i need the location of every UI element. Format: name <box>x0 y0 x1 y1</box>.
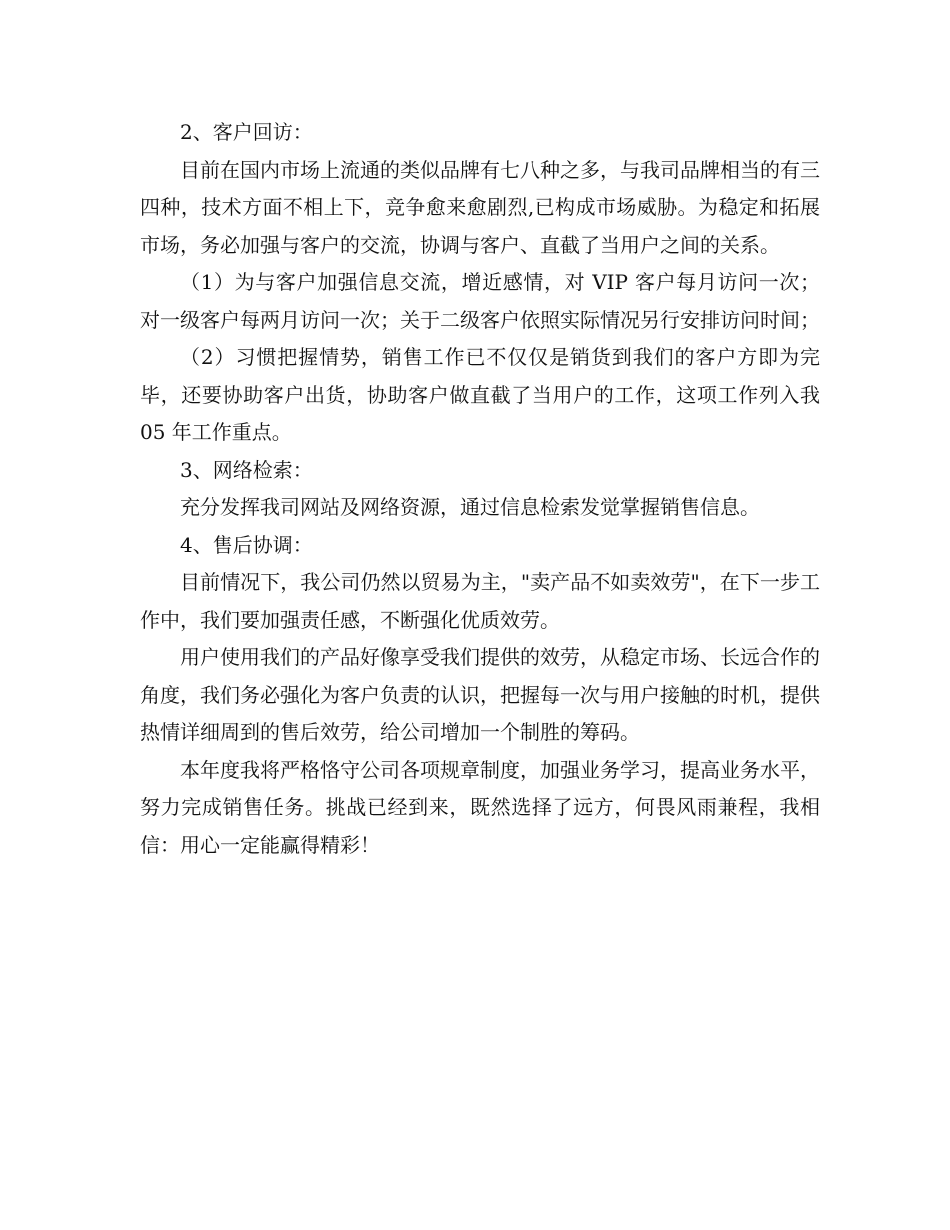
paragraph-sales-work: （2）习惯把握情势，销售工作已不仅仅是销货到我们的客户方即为完毕，还要协助客户出货，协助客户做直截了当用户的工作，这项工作列入我 05 年工作重点。 <box>140 345 820 444</box>
paragraph-current-situation: 目前情况下，我公司仍然以贸易为主，"卖产品不如卖效劳"，在下一步工作中，我们要加强责任感，不断强化优质效劳。 <box>140 570 820 632</box>
document-body <box>140 114 820 864</box>
section-heading-after-sales: 4、售后协调： <box>180 532 313 557</box>
paragraph-customer-service: 用户使用我们的产品好像享受我们提供的效劳，从稳定市场、长远合作的角度，我们务必强化为客户负责的认识，把握每一次与用户接触的时机，提供热情详细周到的售后效劳，给公司增加一个制胜的筹码。 <box>140 645 820 744</box>
paragraph-visit-schedule: （1）为与客户加强信息交流，增近感情，对 VIP 客户每月访问一次；对一级客户每两月访问一次；关于二级客户依照实际情况另行安排访问时间； <box>140 270 820 332</box>
paragraph-market-situation: 目前在国内市场上流通的类似品牌有七八种之多，与我司品牌相当的有三四种，技术方面不相上下，竞争愈来愈剧烈,已构成市场威胁。为稳定和拓展市场，务必加强与客户的交流，协调与客户、直截了当用户之间的关系。 <box>140 157 820 257</box>
paragraph-annual-commitment: 本年度我将严格恪守公司各项规章制度，加强业务学习，提高业务水平，努力完成销售任务。挑战已经到来，既然选择了远方，何畏风雨兼程，我相信：用心一定能赢得精彩！ <box>140 757 820 857</box>
section-heading-customer-visits: 2、客户回访： <box>180 120 313 144</box>
paragraph-network-resources: 充分发挥我司网站及网络资源，通过信息检索发觉掌握销售信息。 <box>180 495 760 519</box>
section-heading-network-search: 3、网络检索： <box>180 457 313 482</box>
